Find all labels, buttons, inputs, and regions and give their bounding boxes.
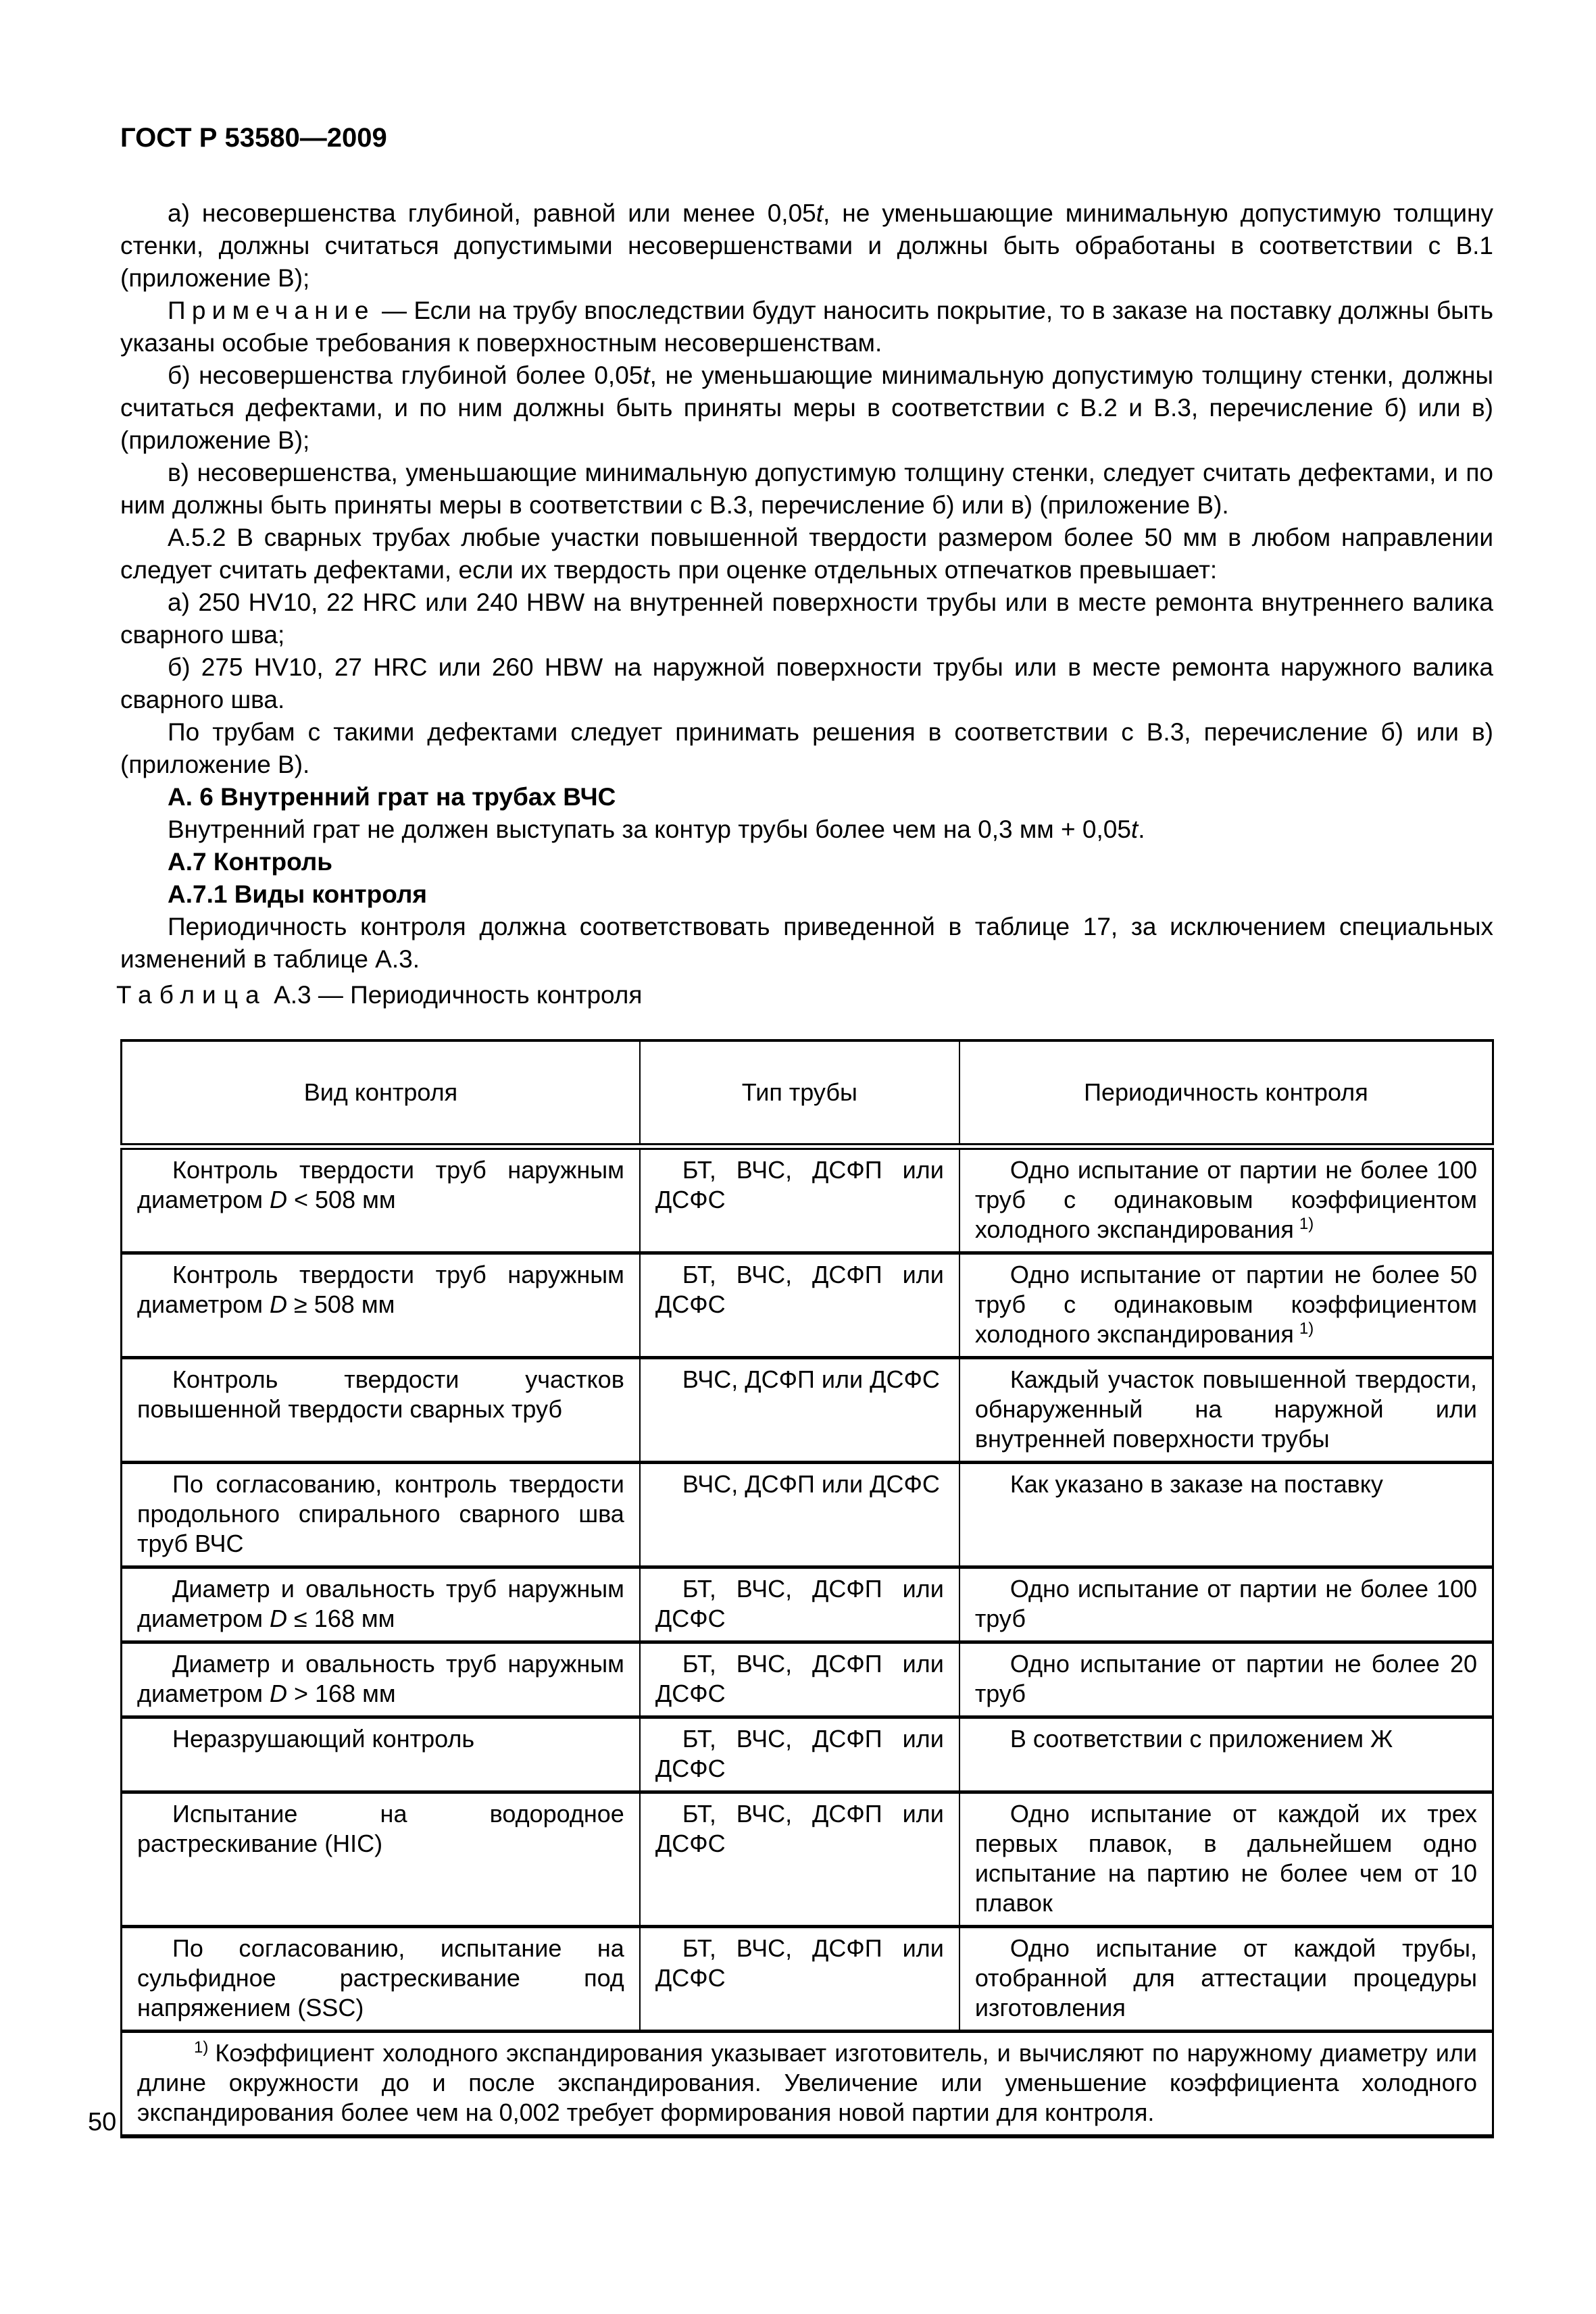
italic-D: D — [270, 1290, 287, 1318]
column-header-periodicity: Периодичность контроля — [959, 1040, 1493, 1147]
table-row — [122, 1717, 1493, 1792]
paragraph-imperfection-a: а) несовершенства глубиной, равной или менее 0,05t, не уменьшающие минимальную допустимую толщину стенки, должны считаться допустимыми несовершенствами и должны быть обработаны в соответствии с В.1 (приложение В); — [120, 199, 1493, 292]
cell-pipe-type: БТ, ВЧС, ДСФП или ДСФС — [640, 1927, 959, 2032]
table-row — [122, 1642, 1493, 1717]
italic-D: D — [270, 1186, 287, 1213]
cell-control-kind: Контроль твердости труб наружным диаметром D ≥ 508 мм — [122, 1253, 640, 1358]
cell-pipe-type: БТ, ВЧС, ДСФП или ДСФС — [640, 1147, 959, 1253]
heading-a6: А. 6 Внутренний грат на трубах ВЧС — [168, 783, 616, 811]
cell-pipe-type: БТ, ВЧС, ДСФП или ДСФС — [640, 1642, 959, 1717]
cell-periodicity: В соответствии с приложением Ж — [959, 1717, 1493, 1792]
table-footnote — [122, 2032, 1493, 2137]
paragraph-periodicity: Периодичность контроля должна соответствовать приведенной в таблице 17, за исключением специальных изменений в таблице А.3. — [120, 913, 1493, 973]
cell-periodicity: Одно испытание от партии не более 100 труб с одинаковым коэффициентом холодного экспандирования $^{1)}$ — [959, 1147, 1493, 1253]
cell-control-kind: Контроль твердости участков повышенной твердости сварных труб — [122, 1358, 640, 1463]
table-row — [122, 1253, 1493, 1358]
note-paragraph: Примечание — Если на трубу впоследствии будут наносить покрытие, то в заказе на поставку должны быть указаны особые требования к поверхностным несовершенствам. — [120, 297, 1493, 357]
footnote-text: Коэффициент холодного экспандирования указывает изготовитель, и вычисляют по наружному диаметру или длине окружности до и после экспандирования. Увеличение или уменьшение коэффициента холодного экспандирования более чем на 0,002 требует формирования новой партии для контроля. — [137, 2039, 1477, 2126]
paragraph-imperfection-b: б) несовершенства глубиной более 0,05t, не уменьшающие минимальную допустимую толщину стенки, должны считаться дефектами, и по ним должны быть приняты меры в соответствии с В.2 и В.3, перечисление б) или в) (приложение В); — [120, 361, 1493, 454]
cell-pipe-type: БТ, ВЧС, ДСФП или ДСФС — [640, 1567, 959, 1642]
table-row — [122, 1567, 1493, 1642]
column-header-control-kind: Вид контроля — [122, 1040, 640, 1147]
table-header-row — [122, 1040, 1493, 1147]
italic-D: D — [270, 1680, 287, 1707]
footnote-ref: 1) — [1299, 1215, 1314, 1233]
footnote-marker: 1) — [194, 2038, 209, 2057]
column-header-pipe-type: Тип трубы — [640, 1040, 959, 1147]
paragraph-inner-flash: Внутренний грат не должен выступать за контур трубы более чем на 0,3 мм + 0,05t. — [168, 815, 1145, 843]
table-caption-label: Таблица — [116, 981, 267, 1009]
cell-periodicity: Каждый участок повышенной твердости, обнаруженный на наружной или внутренней поверхности трубы — [959, 1358, 1493, 1463]
italic-t: t — [1130, 815, 1139, 843]
table-row — [122, 1463, 1493, 1567]
periodicity-table — [120, 1039, 1494, 2138]
cell-periodicity: Одно испытание от каждой трубы, отобранной для аттестации процедуры изготовления — [959, 1927, 1493, 2032]
table-footnote-row — [122, 2032, 1493, 2137]
cell-control-kind: Диаметр и овальность труб наружным диаметром D > 168 мм — [122, 1642, 640, 1717]
paragraph-hardness-b: б) 275 HV10, 27 HRC или 260 HBW на наружной поверхности трубы или в месте ремонта наружного валика сварного шва. — [120, 653, 1493, 713]
paragraph-a52: А.5.2 В сварных трубах любые участки повышенной твердости размером более 50 мм в любом направлении следует считать дефектами, если их твердость при оценке отдельных отпечатков превышает: — [120, 524, 1493, 584]
cell-periodicity: Как указано в заказе на поставку — [959, 1463, 1493, 1567]
cell-control-kind: Испытание на водородное растрескивание (HIC) — [122, 1792, 640, 1927]
paragraph-imperfection-v: в) несовершенства, уменьшающие минимальную допустимую толщину стенки, следует считать дефектами, и по ним должны быть приняты меры в соответствии с В.3, перечисление б) или в) (приложение В). — [120, 459, 1493, 519]
cell-control-kind: По согласованию, контроль твердости продольного спирального сварного шва труб ВЧС — [122, 1463, 640, 1567]
cell-periodicity: Одно испытание от партии не более 20 труб — [959, 1642, 1493, 1717]
cell-pipe-type: БТ, ВЧС, ДСФП или ДСФС — [640, 1253, 959, 1358]
cell-pipe-type: БТ, ВЧС, ДСФП или ДСФС — [640, 1792, 959, 1927]
cell-control-kind: Контроль твердости труб наружным диаметром D < 508 мм — [122, 1147, 640, 1253]
cell-control-kind: Неразрушающий контроль — [122, 1717, 640, 1792]
footnote-ref: 1) — [1299, 1319, 1314, 1338]
cell-pipe-type: ВЧС, ДСФП или ДСФС — [640, 1463, 959, 1567]
document-body — [120, 197, 1493, 976]
cell-pipe-type: БТ, ВЧС, ДСФП или ДСФС — [640, 1717, 959, 1792]
table-row — [122, 1927, 1493, 2032]
table-row — [122, 1358, 1493, 1463]
page-number: 50 — [88, 2108, 117, 2136]
cell-periodicity: Одно испытание от партии не более 100 труб — [959, 1567, 1493, 1642]
table-row — [122, 1792, 1493, 1927]
heading-a71: А.7.1 Виды контроля — [168, 880, 428, 908]
cell-control-kind: Диаметр и овальность труб наружным диаметром D ≤ 168 мм — [122, 1567, 640, 1642]
cell-pipe-type: ВЧС, ДСФП или ДСФС — [640, 1358, 959, 1463]
cell-periodicity: Одно испытание от каждой их трех первых плавок, в дальнейшем одно испытание на партию не более чем от 10 плавок — [959, 1792, 1493, 1927]
paragraph-defect-decision: По трубам с такими дефектами следует принимать решения в соответствии с В.3, перечисление б) или в) (приложение В). — [120, 718, 1493, 778]
italic-D: D — [270, 1605, 287, 1632]
cell-periodicity: Одно испытание от партии не более 50 труб с одинаковым коэффициентом холодного экспандирования $^{1)}$ — [959, 1253, 1493, 1358]
heading-a7: А.7 Контроль — [168, 848, 333, 876]
table-caption-text: А.3 — Периодичность контроля — [274, 981, 643, 1009]
note-label: Примечание — [168, 297, 375, 324]
paragraph-hardness-a: а) 250 HV10, 22 HRC или 240 HBW на внутренней поверхности трубы или в месте ремонта внутреннего валика сварного шва; — [120, 588, 1493, 649]
cell-control-kind: По согласованию, испытание на сульфидное растрескивание под напряжением (SSC) — [122, 1927, 640, 2032]
italic-t: t — [643, 361, 650, 389]
standard-code: ГОСТ Р 53580—2009 — [120, 123, 387, 153]
italic-t: t — [816, 199, 824, 227]
table-caption — [116, 981, 642, 1009]
table-row — [122, 1147, 1493, 1253]
